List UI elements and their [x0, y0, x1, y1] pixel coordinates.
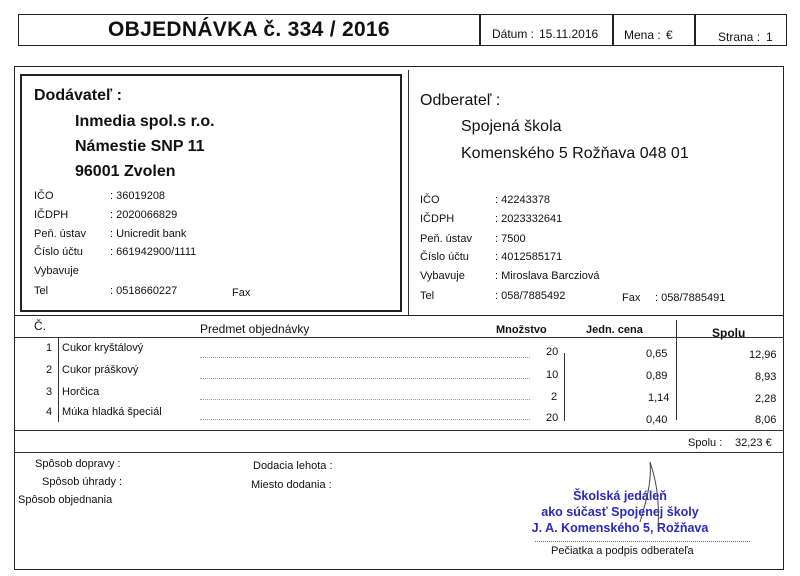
col-divider — [564, 353, 565, 421]
row-no: 1 — [46, 342, 53, 354]
row-item: Cukor kryštálový — [62, 342, 144, 354]
date-label: Dátum : — [492, 27, 535, 41]
row-total: 8,06 — [755, 414, 777, 426]
delivery-time-label: Dodacia lehota : — [253, 460, 333, 472]
supplier-field-value: : 661942900/1111 — [110, 246, 197, 258]
customer-field-value: : Miroslava Barcziová — [495, 270, 600, 282]
signature-line — [535, 541, 750, 542]
delivery-place-label: Miesto dodania : — [251, 479, 332, 491]
row-leader — [200, 357, 530, 358]
customer-fax-value: : 058/7885491 — [655, 292, 726, 304]
supplier-field-label: IČO — [34, 190, 54, 202]
supplier-field-label: Tel — [34, 285, 49, 297]
page-value: 1 — [766, 30, 773, 44]
row-qty: 20 — [546, 346, 559, 358]
row-qty: 2 — [551, 391, 558, 403]
row-total: 8,93 — [755, 371, 777, 383]
supplier-field-value: : 2020066829 — [110, 209, 178, 221]
customer-name: Spojená škola — [461, 118, 562, 135]
supplier-heading: Dodávateľ : — [34, 87, 122, 104]
row-price: 0,40 — [646, 414, 668, 426]
col-header-total: Spolu — [712, 326, 746, 340]
row-no: 2 — [46, 364, 53, 376]
row-price: 0,65 — [646, 348, 668, 360]
row-leader — [200, 419, 530, 420]
col-header-item: Predmet objednávky — [200, 322, 310, 336]
customer-field-value: : 7500 — [495, 233, 526, 245]
customer-field-label: Číslo účtu — [420, 251, 469, 263]
supplier-city: 96001 Zvolen — [75, 163, 176, 180]
signature-label: Pečiatka a podpis odberateľa — [551, 545, 694, 557]
row-total: 2,28 — [755, 393, 777, 405]
table-bottom-line — [14, 430, 784, 431]
currency-value: € — [666, 28, 673, 42]
signature-scribble — [600, 452, 710, 532]
supplier-field-value: : Unicredit bank — [110, 228, 187, 240]
supplier-field-value: : 0518660227 — [110, 285, 178, 297]
customer-field-label: IČDPH — [420, 213, 455, 225]
supplier-field-value: : 36019208 — [110, 190, 166, 202]
row-leader — [200, 399, 530, 400]
table-top-line — [14, 315, 784, 316]
col-header-no: Č. — [34, 319, 46, 333]
customer-field-label: IČO — [420, 194, 440, 206]
currency-label: Mena : — [624, 28, 661, 42]
col-header-price: Jedn. cena — [586, 324, 643, 336]
stamp-line: ako súčasť Spojenej školy — [541, 505, 699, 519]
row-total: 12,96 — [749, 349, 777, 361]
row-item: Múka hladká špeciál — [62, 406, 162, 418]
row-item: Horčica — [62, 386, 100, 398]
sum-value: 32,23 € — [735, 437, 772, 449]
row-price: 1,14 — [648, 392, 670, 404]
supplier-box-shadow — [408, 70, 409, 316]
payment-label: Spôsob úhrady : — [42, 476, 123, 488]
supplier-name: Inmedia spol.s r.o. — [75, 113, 215, 130]
customer-field-value: : 42243378 — [495, 194, 551, 206]
supplier-field-label: IČDPH — [34, 209, 69, 221]
supplier-street: Námestie SNP 11 — [75, 138, 205, 155]
row-price: 0,89 — [646, 370, 668, 382]
row-leader — [200, 378, 530, 379]
order-method-label: Spôsob objednania — [18, 494, 113, 506]
col-divider — [58, 337, 59, 422]
col-divider — [676, 320, 677, 420]
customer-field-value: : 058/7885492 — [495, 290, 566, 302]
supplier-fax-label: Fax — [232, 287, 251, 299]
col-header-qty: Množstvo — [496, 324, 547, 336]
row-qty: 20 — [546, 412, 559, 424]
supplier-field-label: Vybavuje — [34, 265, 79, 277]
customer-field-label: Tel — [420, 290, 435, 302]
date-value: 15.11.2016 — [539, 27, 599, 41]
customer-heading: Odberateľ : — [420, 92, 501, 109]
supplier-field-label: Číslo účtu — [34, 246, 83, 258]
row-qty: 10 — [546, 369, 559, 381]
stamp-line: J. A. Komenského 5, Rožňava — [531, 521, 709, 535]
table-header-line — [14, 337, 784, 338]
sum-label: Spolu : — [688, 437, 723, 449]
stamp-line: Školská jedáleň — [573, 489, 667, 503]
customer-field-label: Vybavuje — [420, 270, 465, 282]
row-no: 4 — [46, 406, 53, 418]
supplier-field-label: Peň. ústav — [34, 228, 86, 240]
row-item: Cukor práškový — [62, 364, 139, 376]
customer-address: Komenského 5 Rožňava 048 01 — [461, 145, 689, 162]
order-title: OBJEDNÁVKA č. 334 / 2016 — [108, 18, 390, 41]
row-no: 3 — [46, 386, 53, 398]
customer-field-value: : 2023332641 — [495, 213, 563, 225]
customer-field-value: : 4012585171 — [495, 251, 563, 263]
transport-label: Spôsob dopravy : — [35, 458, 121, 470]
page-label: Strana : — [718, 30, 761, 44]
customer-field-label: Peň. ústav — [420, 233, 472, 245]
customer-fax-label: Fax — [622, 292, 641, 304]
